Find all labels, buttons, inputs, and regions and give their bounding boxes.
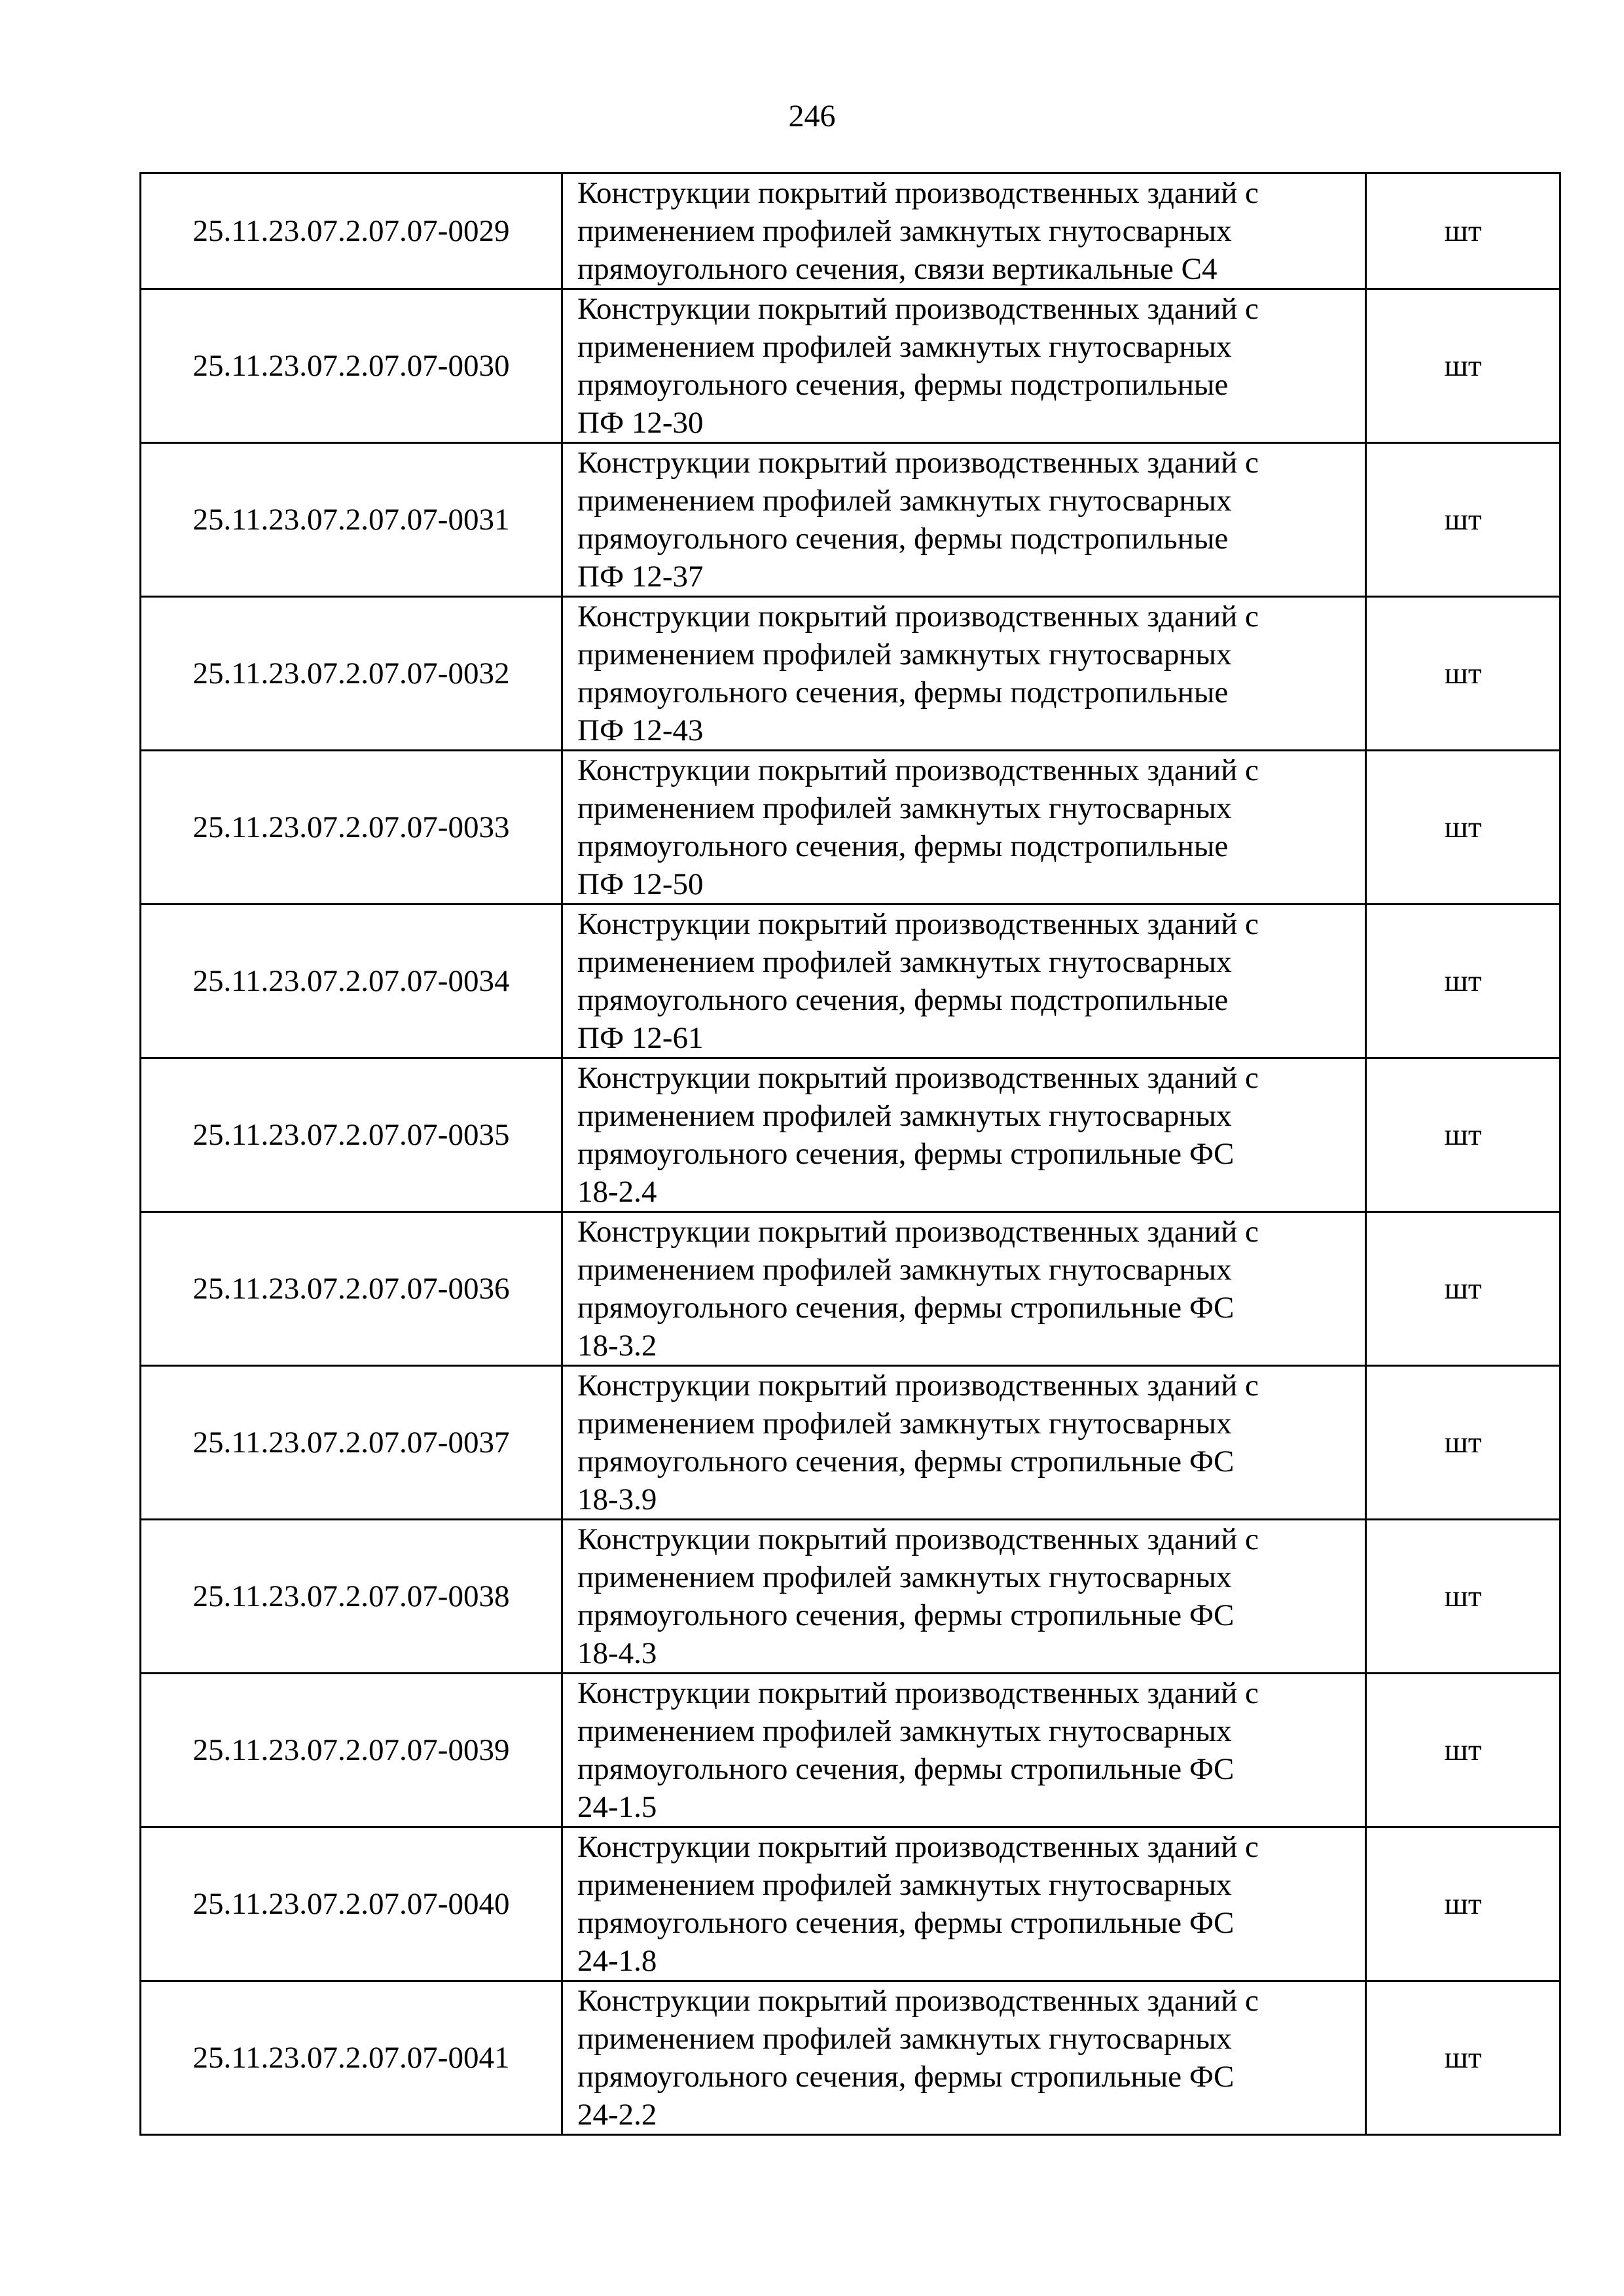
unit-cell: шт [1366, 1520, 1561, 1674]
description-line: прямоугольного сечения, фермы стропильные ФС [577, 2060, 1235, 2094]
description-line: Конструкции покрытий производственных зданий с [577, 1215, 1259, 1249]
resource-code-cell: 25.11.23.07.2.07.07-0041 [141, 1981, 562, 2135]
unit-cell: шт [1366, 1674, 1561, 1827]
description-line: прямоугольного сечения, фермы подстропильные [577, 368, 1229, 402]
resource-code-cell: 25.11.23.07.2.07.07-0029 [141, 173, 562, 289]
resource-code-cell: 25.11.23.07.2.07.07-0036 [141, 1212, 562, 1366]
table-row [141, 173, 1561, 289]
description-line: применением профилей замкнутых гнутосварных [577, 330, 1232, 364]
description-line: 18-3.2 [577, 1329, 657, 1363]
description-line: Конструкции покрытий производственных зданий с [577, 1061, 1259, 1095]
description-line: 24-2.2 [577, 2098, 657, 2132]
resource-description-cell [562, 597, 1366, 751]
unit-cell: шт [1366, 173, 1561, 289]
unit-cell: шт [1366, 597, 1561, 751]
description-line: ПФ 12-61 [577, 1021, 704, 1055]
resource-code-cell: 25.11.23.07.2.07.07-0032 [141, 597, 562, 751]
unit-cell: шт [1366, 1058, 1561, 1212]
resource-description-cell [562, 1674, 1366, 1827]
page-number: 246 [788, 99, 836, 134]
description-line: ПФ 12-43 [577, 713, 704, 747]
resource-code-cell: 25.11.23.07.2.07.07-0031 [141, 443, 562, 597]
description-line: прямоугольного сечения, фермы стропильные ФС [577, 1137, 1235, 1171]
description-line: применением профилей замкнутых гнутосварных [577, 945, 1232, 979]
resource-code-cell: 25.11.23.07.2.07.07-0034 [141, 905, 562, 1058]
description-line: применением профилей замкнутых гнутосварных [577, 2022, 1232, 2056]
table-row [141, 1674, 1561, 1827]
resource-description-cell [562, 1981, 1366, 2135]
description-line: ПФ 12-50 [577, 867, 704, 901]
resource-code-cell: 25.11.23.07.2.07.07-0038 [141, 1520, 562, 1674]
description-line: прямоугольного сечения, фермы стропильные ФС [577, 1906, 1235, 1940]
description-line: Конструкции покрытий производственных зданий с [577, 1984, 1259, 2018]
description-line: Конструкции покрытий производственных зданий с [577, 1676, 1259, 1710]
description-line: прямоугольного сечения, фермы подстропильные [577, 675, 1229, 709]
resource-description-cell [562, 1827, 1366, 1981]
table-row [141, 1520, 1561, 1674]
resource-description-cell [562, 173, 1366, 289]
description-line: прямоугольного сечения, фермы стропильные ФС [577, 1598, 1235, 1632]
resource-code-cell: 25.11.23.07.2.07.07-0039 [141, 1674, 562, 1827]
description-line: Конструкции покрытий производственных зданий с [577, 1830, 1259, 1864]
resource-code-cell: 25.11.23.07.2.07.07-0033 [141, 751, 562, 905]
resource-description-cell [562, 1212, 1366, 1366]
description-line: ПФ 12-37 [577, 560, 704, 594]
description-line: 18-4.3 [577, 1636, 657, 1670]
unit-cell: шт [1366, 289, 1561, 443]
description-line: применением профилей замкнутых гнутосварных [577, 1560, 1232, 1594]
description-line: применением профилей замкнутых гнутосварных [577, 214, 1232, 248]
table-row [141, 443, 1561, 597]
table-row [141, 905, 1561, 1058]
table-row [141, 751, 1561, 905]
description-line: Конструкции покрытий производственных зданий с [577, 1522, 1259, 1556]
description-line: применением профилей замкнутых гнутосварных [577, 484, 1232, 518]
description-line: применением профилей замкнутых гнутосварных [577, 1253, 1232, 1287]
description-line: 24-1.5 [577, 1790, 657, 1824]
resource-description-cell [562, 1058, 1366, 1212]
description-line: Конструкции покрытий производственных зданий с [577, 446, 1259, 480]
resource-description-cell [562, 1366, 1366, 1520]
description-line: прямоугольного сечения, фермы стропильные ФС [577, 1752, 1235, 1786]
resource-description-cell [562, 751, 1366, 905]
description-line: 18-2.4 [577, 1175, 657, 1209]
unit-cell: шт [1366, 751, 1561, 905]
description-line: Конструкции покрытий производственных зданий с [577, 176, 1259, 210]
description-line: Конструкции покрытий производственных зданий с [577, 292, 1259, 326]
resource-code-cell: 25.11.23.07.2.07.07-0030 [141, 289, 562, 443]
table-row [141, 289, 1561, 443]
description-line: применением профилей замкнутых гнутосварных [577, 1099, 1232, 1133]
table-row [141, 1058, 1561, 1212]
description-line: применением профилей замкнутых гнутосварных [577, 637, 1232, 672]
resource-code-cell: 25.11.23.07.2.07.07-0035 [141, 1058, 562, 1212]
table-row [141, 1827, 1561, 1981]
unit-cell: шт [1366, 1366, 1561, 1520]
description-line: прямоугольного сечения, связи вертикальные С4 [577, 252, 1218, 286]
resource-code-table [139, 172, 1561, 2136]
table-row [141, 1212, 1561, 1366]
resource-description-cell [562, 1520, 1366, 1674]
description-line: прямоугольного сечения, фермы стропильные ФС [577, 1291, 1235, 1325]
unit-cell: шт [1366, 905, 1561, 1058]
description-line: Конструкции покрытий производственных зданий с [577, 907, 1259, 941]
table-row [141, 1981, 1561, 2135]
description-line: Конструкции покрытий производственных зданий с [577, 600, 1259, 634]
description-line: 24-1.8 [577, 1944, 657, 1978]
description-line: применением профилей замкнутых гнутосварных [577, 1868, 1232, 1902]
description-line: Конструкции покрытий производственных зданий с [577, 753, 1259, 787]
unit-cell: шт [1366, 443, 1561, 597]
description-line: прямоугольного сечения, фермы стропильные ФС [577, 1444, 1235, 1479]
description-line: прямоугольного сечения, фермы подстропильные [577, 522, 1229, 556]
resource-description-cell [562, 289, 1366, 443]
description-line: применением профилей замкнутых гнутосварных [577, 791, 1232, 825]
unit-cell: шт [1366, 1827, 1561, 1981]
table-row [141, 597, 1561, 751]
resource-description-cell [562, 443, 1366, 597]
resource-description-cell [562, 905, 1366, 1058]
description-line: прямоугольного сечения, фермы подстропильные [577, 983, 1229, 1017]
description-line: Конструкции покрытий производственных зданий с [577, 1369, 1259, 1403]
table-body [141, 173, 1561, 2135]
description-line: 18-3.9 [577, 1482, 657, 1516]
unit-cell: шт [1366, 1981, 1561, 2135]
description-line: применением профилей замкнутых гнутосварных [577, 1407, 1232, 1441]
description-line: применением профилей замкнутых гнутосварных [577, 1714, 1232, 1748]
resource-code-cell: 25.11.23.07.2.07.07-0037 [141, 1366, 562, 1520]
description-line: прямоугольного сечения, фермы подстропильные [577, 829, 1229, 863]
table-row [141, 1366, 1561, 1520]
resource-code-cell: 25.11.23.07.2.07.07-0040 [141, 1827, 562, 1981]
unit-cell: шт [1366, 1212, 1561, 1366]
description-line: ПФ 12-30 [577, 406, 704, 440]
